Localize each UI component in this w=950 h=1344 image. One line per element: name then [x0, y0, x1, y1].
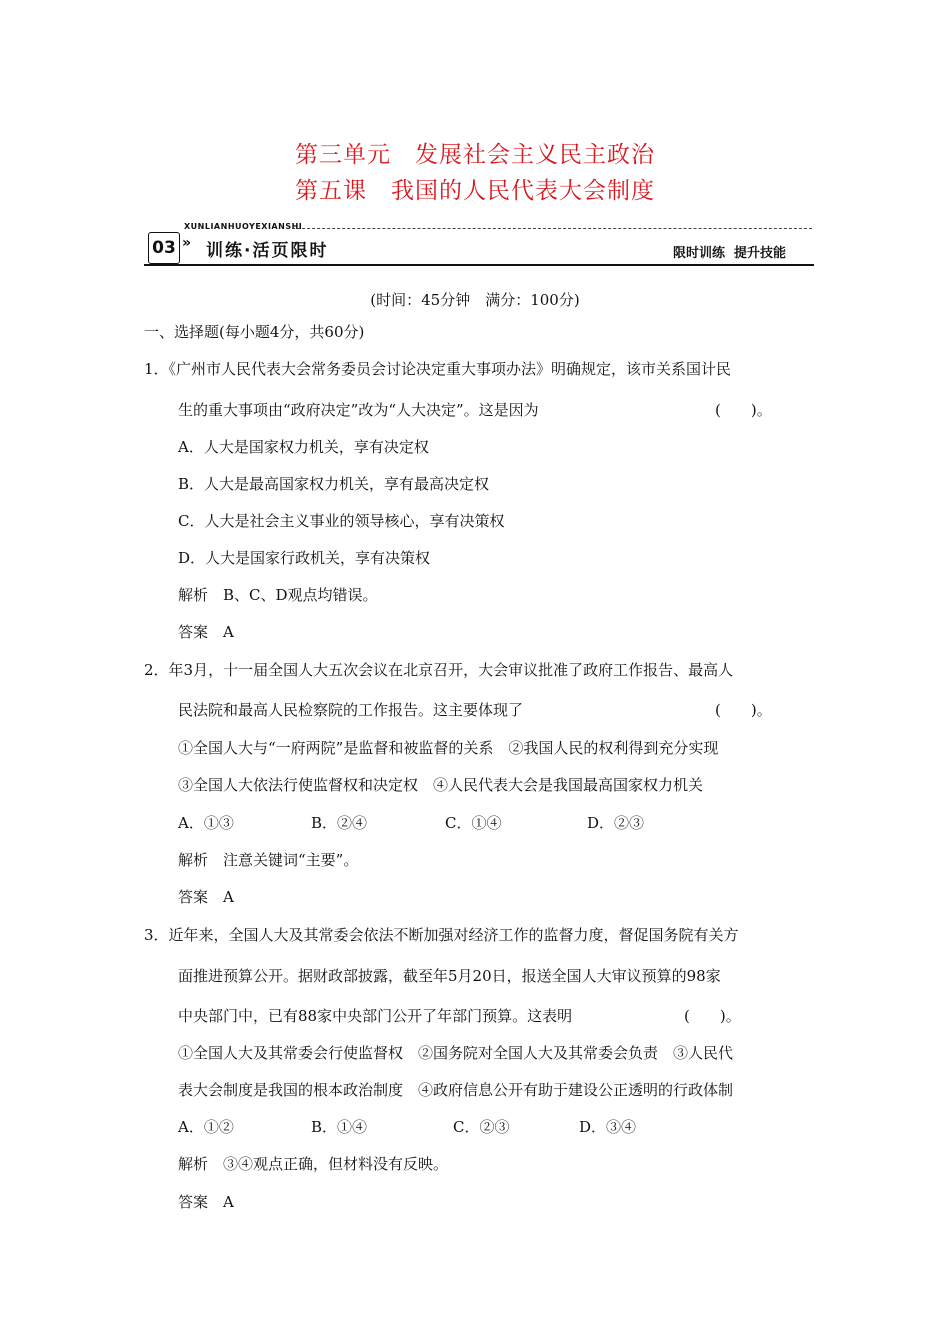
question-1-blank: ( )。	[715, 401, 772, 419]
question-3-option-b: B．①④	[311, 1118, 368, 1136]
question-3-stem-line-2: 面推进预算公开。据财政部披露，截至年5月20日，报送全国人大审议预算的98家	[178, 967, 721, 985]
banner-number-badge: 03	[148, 232, 180, 264]
section-heading: 一、选择题(每小题4分，共60分)	[144, 323, 365, 341]
banner-right-text: 限时训练 提升技能	[672, 246, 786, 261]
double-arrow-icon: »	[182, 235, 192, 251]
question-1-option-b: B．人大是最高国家权力机关，享有最高决定权	[178, 475, 490, 493]
question-2-option-b: B．②④	[311, 814, 368, 832]
question-3-option-a: A．①②	[178, 1118, 234, 1136]
question-2-answer: 答案 A	[178, 888, 234, 906]
banner-rule	[144, 264, 814, 266]
question-1-stem-line-1: 1．《广州市人民代表大会常务委员会讨论决定重大事项办法》明确规定，该市关系国计民	[144, 360, 732, 378]
question-1-option-d: D．人大是国家行政机关，享有决策权	[178, 549, 431, 567]
question-2-option-a: A．①③	[178, 814, 234, 832]
question-3-answer: 答案 A	[178, 1193, 234, 1211]
banner-dashed-line	[292, 228, 812, 229]
question-3-option-c: C．②③	[453, 1118, 510, 1136]
question-2-statements-1: ①全国人大与“一府两院”是监督和被监督的关系 ②我国人民的权利得到充分实现	[178, 739, 719, 757]
question-2-blank: ( )。	[715, 701, 772, 719]
question-1-analysis: 解析 B、C、D观点均错误。	[178, 586, 378, 604]
question-3-statements-2: 表大会制度是我国的根本政治制度 ④政府信息公开有助于建设公正透明的行政体制	[178, 1081, 734, 1099]
question-3-statements-1: ①全国人大及其常委会行使监督权 ②国务院对全国人大及其常委会负责 ③人民代	[178, 1044, 734, 1062]
question-3-blank: ( )。	[684, 1007, 741, 1025]
question-2-stem-line-2: 民法院和最高人民检察院的工作报告。这主要体现了	[178, 701, 524, 719]
question-3-option-d: D．③④	[579, 1118, 637, 1136]
question-1-stem-line-2: 生的重大事项由“政府决定”改为“人大决定”。这是因为	[178, 401, 539, 419]
question-2-analysis: 解析 注意关键词“主要”。	[178, 851, 359, 869]
time-note: (时间：45分钟 满分：100分)	[370, 291, 580, 309]
question-1-option-c: C．人大是社会主义事业的领导核心，享有决策权	[178, 512, 505, 530]
banner-label: 训练·活页限时	[206, 241, 329, 261]
question-2-option-d: D．②③	[587, 814, 645, 832]
question-3-stem-line-1: 3．近年来，全国人大及其常委会依法不断加强对经济工作的监督力度，督促国务院有关方	[144, 926, 739, 944]
question-2-statements-2: ③全国人大依法行使监督权和决定权 ④人民代表大会是我国最高国家权力机关	[178, 776, 704, 794]
question-2-stem-line-1: 2．年3月，十一届全国人大五次会议在北京召开，大会审议批准了政府工作报告、最高人	[144, 661, 734, 679]
question-3-analysis: 解析 ③④观点正确，但材料没有反映。	[178, 1155, 449, 1173]
question-2-option-c: C．①④	[445, 814, 502, 832]
question-1-answer: 答案 A	[178, 623, 234, 641]
question-3-stem-line-3: 中央部门中，已有88家中央部门公开了年部门预算。这表明	[178, 1007, 573, 1025]
banner-pinyin: XUNLIANHUOYEXIANSHI	[184, 222, 303, 231]
question-1-option-a: A．人大是国家权力机关，享有决定权	[178, 438, 429, 456]
section-banner	[144, 222, 814, 266]
lesson-title: 第五课 我国的人民代表大会制度	[295, 178, 655, 204]
unit-title: 第三单元 发展社会主义民主政治	[295, 142, 655, 168]
